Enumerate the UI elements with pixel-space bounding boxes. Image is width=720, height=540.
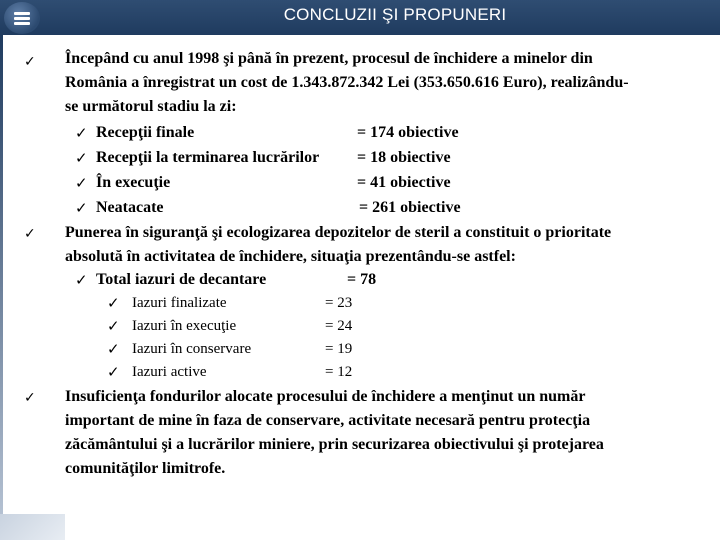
checkmark-icon: ✓ — [75, 174, 88, 192]
conclusion-line: important de mine în faza de conservare, activitate necesară pentru protecţia — [65, 412, 591, 429]
stage-value: = 41 obiective — [357, 174, 451, 191]
ponds-total-value: = 78 — [347, 271, 377, 288]
checkmark-icon: ✓ — [75, 271, 88, 289]
checkmark-icon: ✓ — [107, 340, 120, 358]
ponds-line: Punerea în siguranţă şi ecologizarea depozitelor de steril a constituit o prioritate — [65, 224, 612, 241]
stage-label: Recepţii la terminarea lucrărilor — [96, 149, 320, 166]
left-accent-rule — [0, 35, 3, 540]
page-title: CONCLUZII ŞI PROPUNERI — [283, 5, 507, 24]
intro-paragraph — [65, 47, 705, 119]
pond-label: Iazuri finalizate — [132, 295, 227, 311]
pond-label: Iazuri active — [132, 364, 207, 380]
stage-label: Neatacate — [96, 199, 164, 216]
conclusion-line: zăcământului şi a lucrărilor miniere, prin securizarea obiectivului şi protejarea — [65, 436, 604, 453]
stage-label: Recepţii finale — [96, 124, 195, 141]
intro-line: Începând cu anul 1998 şi până în prezent, procesul de închidere a minelor din — [65, 50, 593, 67]
conclusion-line: comunităţilor limitrofe. — [65, 460, 226, 477]
checkmark-icon: ✓ — [24, 226, 36, 242]
stage-value: = 261 obiective — [359, 199, 461, 216]
stage-label: În execuţie — [96, 174, 171, 191]
pond-label: Iazuri în conservare — [132, 341, 252, 357]
ponds-paragraph — [65, 221, 705, 269]
pond-value: = 19 — [325, 341, 353, 357]
ponds-total-label: Total iazuri de decantare — [96, 271, 267, 288]
conclusion-paragraph — [65, 385, 705, 481]
title-bar — [0, 0, 720, 35]
checkmark-icon: ✓ — [107, 294, 120, 312]
pond-value: = 12 — [325, 364, 353, 380]
conclusion-line: Insuficienţa fondurilor alocate procesului de închidere a menţinut un număr — [65, 388, 586, 405]
stage-value: = 18 obiective — [357, 149, 451, 166]
checkmark-icon: ✓ — [107, 363, 120, 381]
ponds-line: absolută în activitatea de închidere, situaţia prezentându-se astfel: — [65, 248, 516, 265]
checkmark-icon: ✓ — [75, 149, 88, 167]
stage-value: = 174 obiective — [357, 124, 459, 141]
pond-value: = 23 — [325, 295, 353, 311]
checkmark-icon: ✓ — [24, 54, 36, 70]
checkmark-icon: ✓ — [24, 390, 36, 406]
pond-value: = 24 — [325, 318, 353, 334]
corner-decoration — [0, 514, 65, 540]
intro-line: România a înregistrat un cost de 1.343.872.342 Lei (353.650.616 Euro), realizându- — [65, 74, 629, 91]
checkmark-icon: ✓ — [107, 317, 120, 335]
checkmark-icon: ✓ — [75, 199, 88, 217]
checkmark-icon: ✓ — [75, 124, 88, 142]
intro-line: se următorul stadiu la zi: — [65, 98, 237, 115]
pond-label: Iazuri în execuţie — [132, 318, 237, 334]
